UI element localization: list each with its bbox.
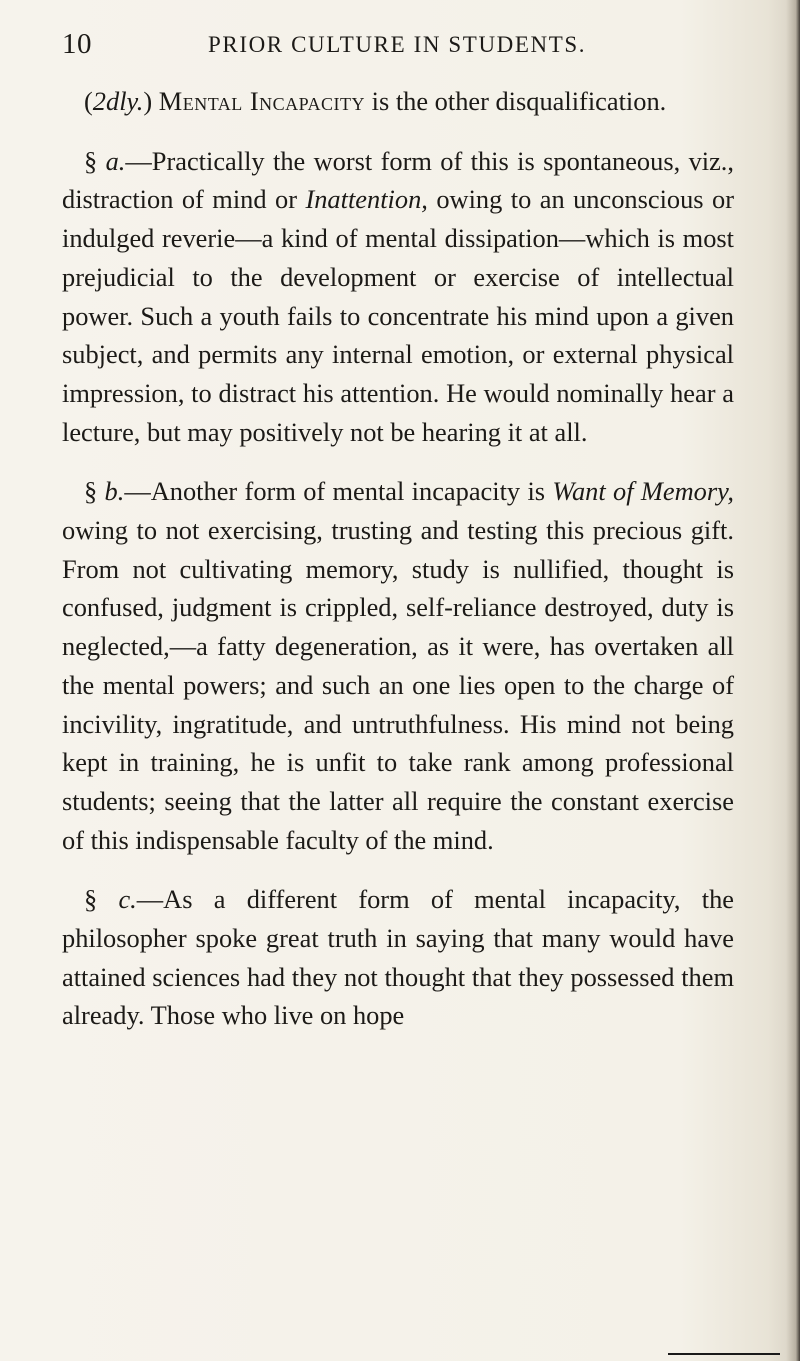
page-edge-shadow [786,0,800,1361]
running-head: PRIOR CULTURE IN STUDENTS. [208,32,587,57]
paragraph-text: —As a different form of mental incapacity, the philosopher spoke great truth in saying that many would have attained sciences had they not thought that they possessed them already. Those who live on hope [62,884,734,1031]
paragraph-text: —Another form of mental incapacity is [124,476,553,507]
section-sign: § [84,145,106,176]
italic-term: Inattention, [305,184,428,215]
section-heading: Mental Incapacity [158,86,366,116]
paragraph-text: owing to an unconscious or indulged reverie—a kind of mental dissipation—which is most prejudicial to the development or exercise of intellectual power. Such a youth fails to concentrate his mind upon a given subject, and permits any internal emotion, or external physical impression, to distract his attention. He would nominally hear a lecture, but may positively not be hearing it at all. [62,184,735,447]
page-header [62,28,732,62]
paragraph-text: is the other disqualification. [365,86,667,116]
body-text [62,82,734,1035]
paragraph-section-c [62,880,734,1035]
section-sign: § [84,884,119,915]
paragraph-section-b [62,472,734,859]
paragraph-section-a [62,142,734,452]
paragraph-mental-incapacity [62,82,734,121]
paragraph-text: owing to not exercising, trusting and testing this precious gift. From not cultivating memory, study is nullified, thought is confused, judgment is crippled, self-reliance destroyed, duty is neglected,—a fatty degeneration, as it were, has overtaken all the mental powers; and such an one lies open to the charge of incivility, ingratitude, and untruthfulness. His mind not being kept in training, he is unfit to take rank among professional students; seeing that the latter all require the constant exercise of this indispensable faculty of the mind. [62,515,734,855]
page-number: 10 [62,28,92,60]
paren-open: ( [84,86,93,116]
ordinal-marker: 2dly. [92,86,144,116]
section-sign: § [84,476,105,507]
paragraph-text: —Practically the worst form of this is spontaneous, viz., distraction of mind or [62,145,735,215]
section-letter: c. [118,884,137,915]
italic-term: Want of Memory, [552,476,734,507]
bottom-rule [668,1353,780,1355]
paren-close: ) [143,86,153,116]
section-letter: a. [105,145,126,176]
section-letter: b. [104,476,125,507]
